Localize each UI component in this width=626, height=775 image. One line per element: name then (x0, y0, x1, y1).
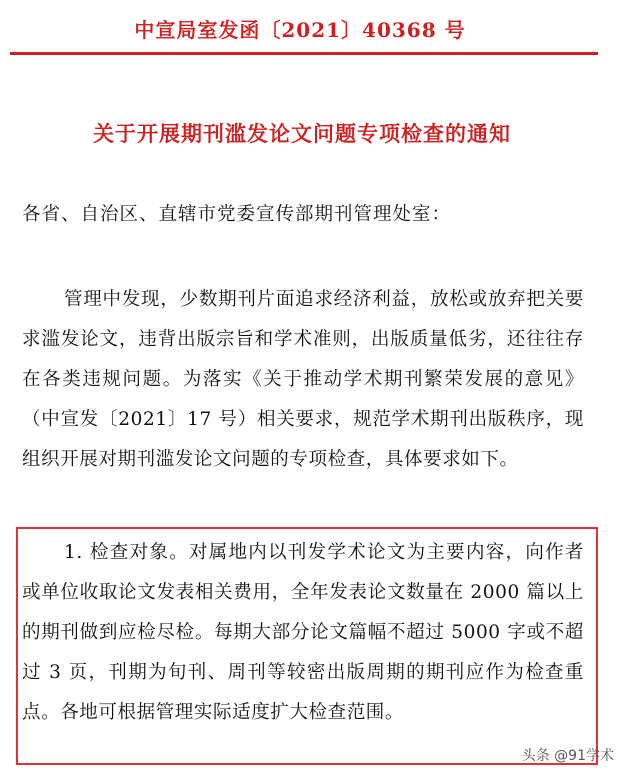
intro-paragraph: 管理中发现，少数期刊片面追求经济利益，放松或放弃把关要求滥发论文，违背出版宗旨和学术准则，出版质量低劣，还往往存在各类违规问题。为落实《关于推动学术期刊繁荣发展的意见》（中宣发〔2021〕17 号）相关要求，规范学术期刊出版秩序，现组织开展对期刊滥发论文问题的专项检查，具体要求如下。 (22, 289, 584, 470)
salutation: 各省、自治区、直辖市党委宣传部期刊管理处室： (22, 204, 452, 225)
document-title: 关于开展期刊滥发论文问题专项检查的通知 (93, 121, 511, 146)
document-number: 中宣局室发函〔2021〕40368 号 (134, 18, 466, 42)
item-1-paragraph: 1. 检查对象。对属地内以刊发学术论文为主要内容，向作者或单位收取论文发表相关费用，全年发表论文数量在 2000 篇以上的期刊做到应检尽检。每期大部分论文篇幅不超过 5000 字或不超过 3 页，刊期为旬刊、周刊等较密出版周期的期刊应作为检查重点。各地可根据管理实际适度扩大检查范围。 (22, 542, 584, 723)
watermark: 头条 @91学术 (521, 748, 614, 764)
header-red-rule (10, 52, 598, 55)
